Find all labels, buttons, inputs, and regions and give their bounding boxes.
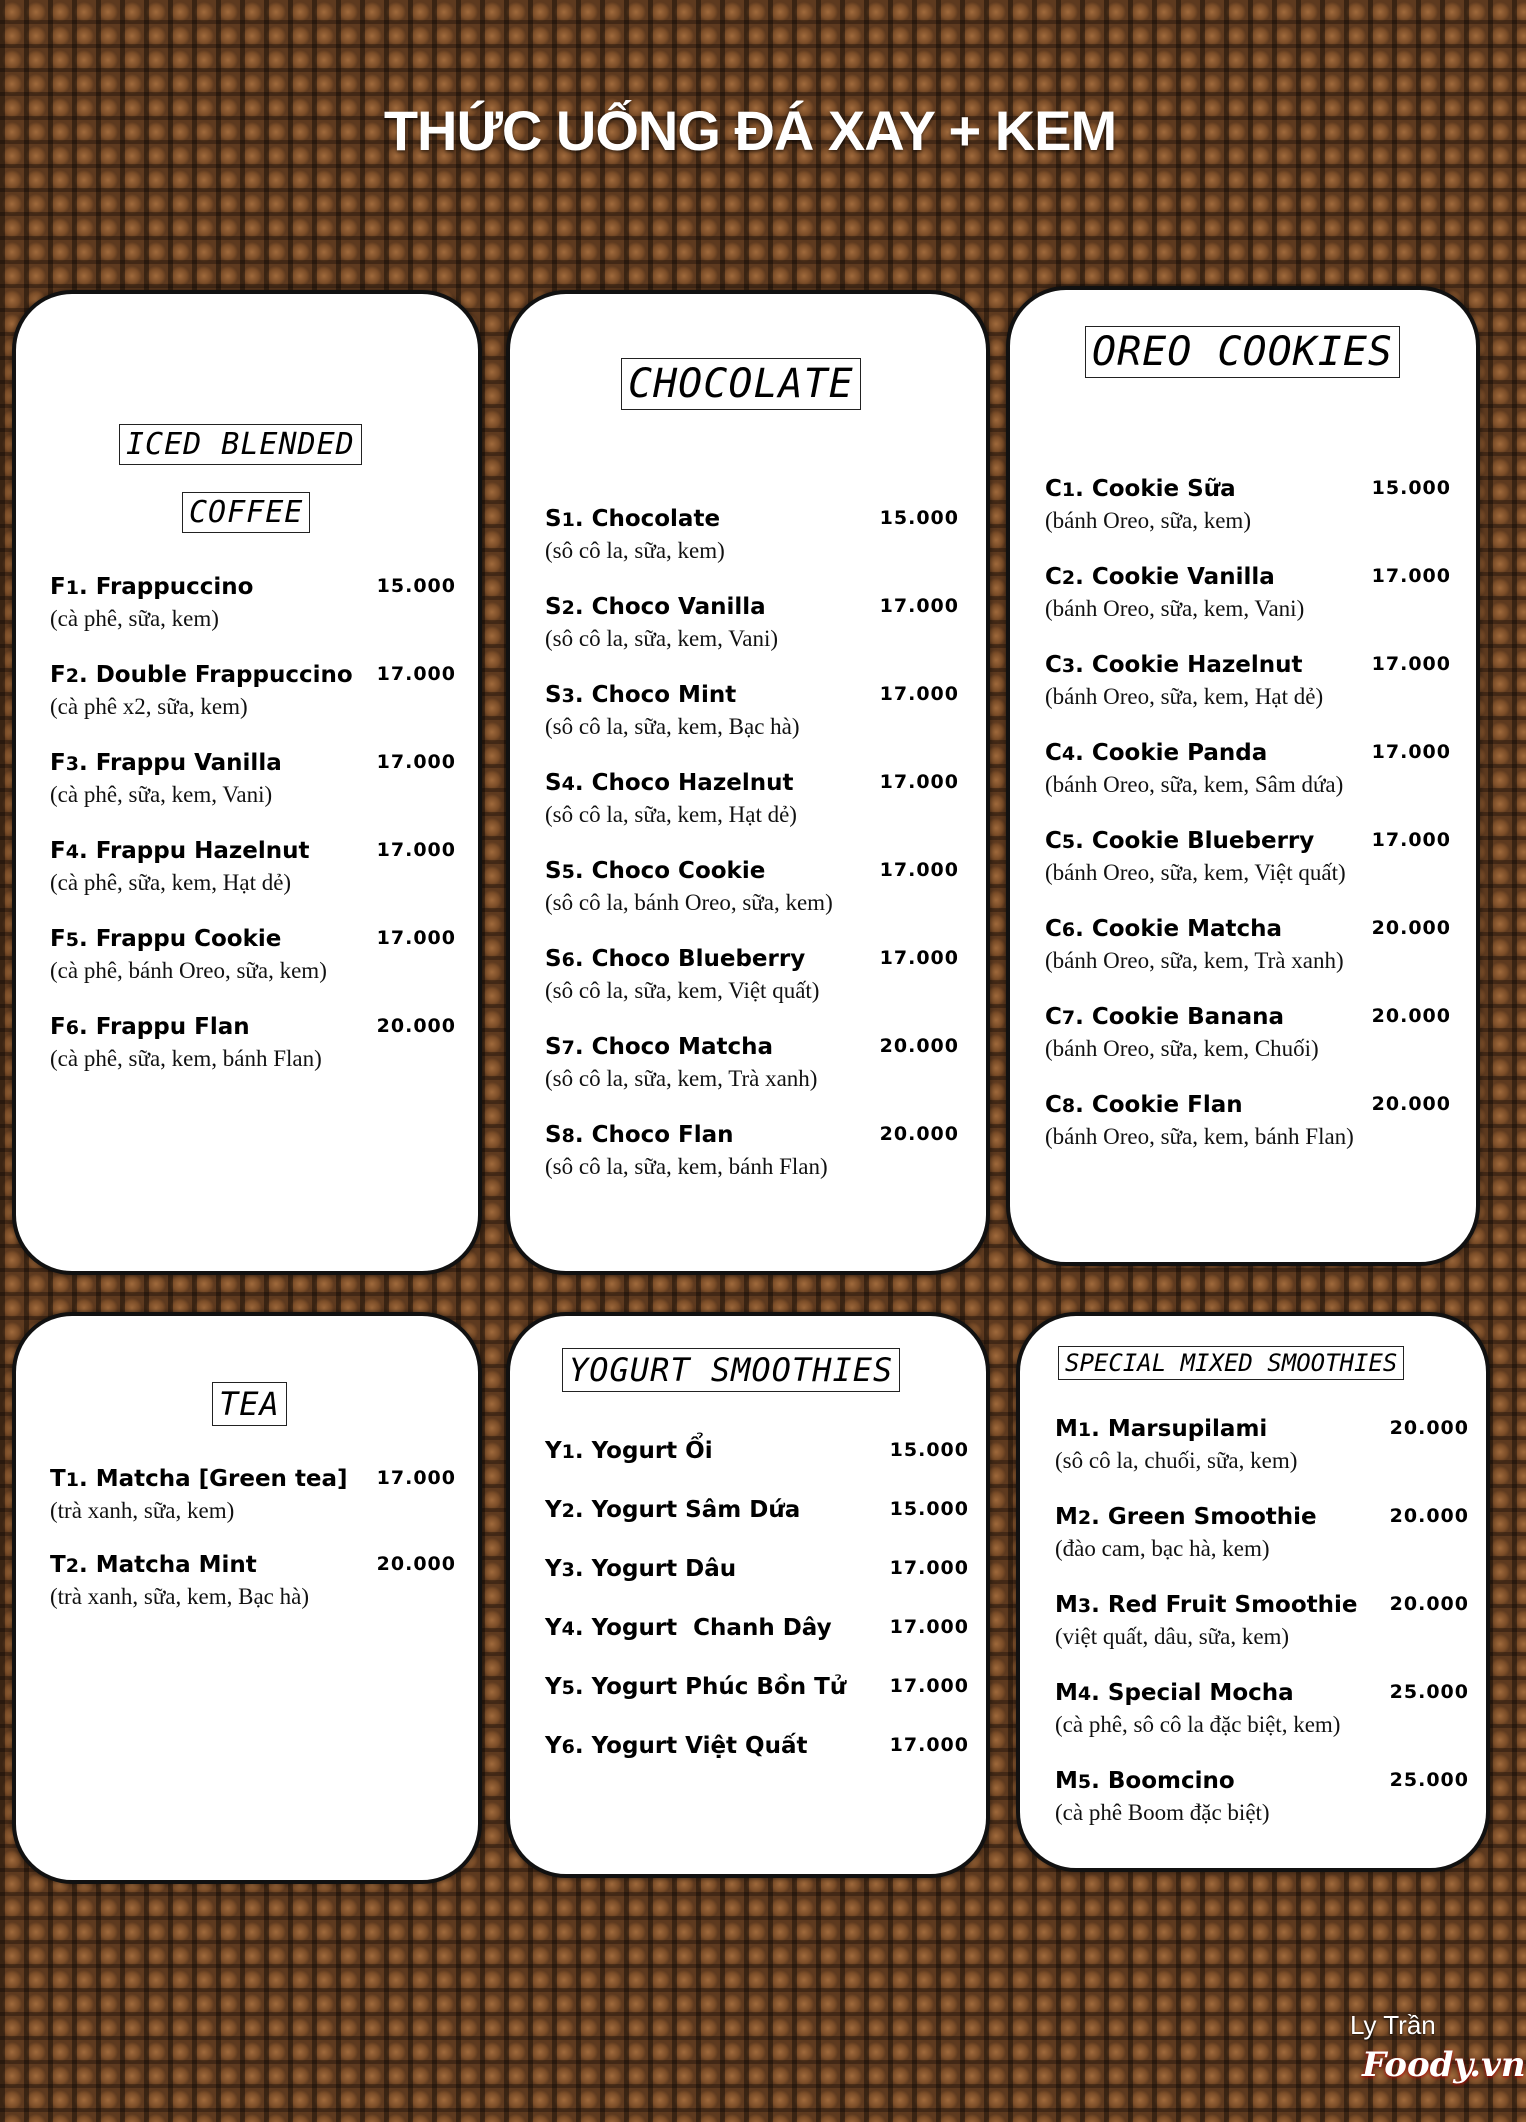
menu-item-name: Cookie Vanilla [1091,564,1275,590]
menu-item-name: Cookie Panda [1091,740,1268,766]
menu-item-description: (bánh Oreo, sữa, kem, bánh Flan) [1045,1124,1354,1149]
menu-item-name: Choco Hazelnut [591,770,794,796]
menu-item [1055,1592,1469,1680]
menu-item-name-row: Y1. Yogurt Ổi 15.000 [545,1438,969,1464]
menu-item [1045,1004,1451,1092]
menu-item-code: C [1045,916,1062,942]
menu-item-description: (trà xanh, sữa, kem, Bạc hà) [50,1584,309,1609]
menu-item-description: (sô cô la, sữa, kem, Vani) [545,626,779,651]
menu-item-code-number: 5 [1061,831,1076,853]
menu-item-code-number: 1 [1077,1419,1092,1441]
menu-item-name: Cookie Banana [1091,1004,1284,1030]
section-card-special [1016,1312,1490,1872]
menu-item-description: (sô cô la, sữa, kem, Trà xanh) [545,1066,818,1091]
menu-item-name: Matcha [Green tea] [95,1466,348,1492]
section-heading: TEA [212,1382,287,1426]
menu-item-price: 15.000 [889,1498,969,1520]
menu-item-code-number: 4 [561,1618,575,1640]
menu-item-name: Frappu Vanilla [95,750,282,776]
menu-item-description: (cà phê, sô cô la đặc biệt, kem) [1055,1712,1341,1737]
menu-item-code: S [545,1122,562,1148]
menu-item-description: (cà phê Boom đặc biệt) [1055,1800,1270,1825]
section-heading: CHOCOLATE [621,358,861,410]
menu-item [1055,1768,1469,1856]
menu-item-code-number: 2 [1061,567,1076,589]
menu-item-price: 25.000 [1389,1769,1469,1791]
menu-item-name-row: S5. Choco Cookie 17.000 [545,858,959,884]
menu-item-name-row: Y4. Yogurt Chanh Dây 17.000 [545,1615,969,1641]
menu-item-code: S [545,858,562,884]
menu-item-name-row: F2. Double Frappuccino 17.000 [50,662,456,688]
menu-item-name: Frappuccino [95,574,254,600]
menu-item [545,946,959,1034]
menu-item [50,1466,456,1552]
menu-item-description: (cà phê, sữa, kem, Vani) [50,782,273,807]
menu-item-description: (bánh Oreo, sữa, kem, Sâm dứa) [1045,772,1344,797]
menu-item-description: (bánh Oreo, sữa, kem, Chuối) [1045,1036,1319,1061]
menu-item-price: 20.000 [1389,1505,1469,1527]
menu-item-code-number: 7 [1061,1007,1076,1029]
menu-item-code-number: 1 [65,577,79,599]
menu-item-code: Y [545,1556,562,1582]
menu-item-code-number: 3 [561,685,575,707]
section-card-chocolate [506,290,990,1275]
menu-item-code: S [545,506,562,532]
menu-item-code: F [50,926,66,952]
menu-item-price: 15.000 [889,1439,969,1461]
menu-item-code-number: 5 [561,861,575,883]
menu-item-code-number: 6 [65,1017,79,1039]
menu-item-description: (trà xanh, sữa, kem) [50,1498,235,1523]
menu-item-code: F [50,574,66,600]
menu-item-name-row: M2. Green Smoothie 20.000 [1055,1504,1469,1530]
menu-item-description: (sô cô la, chuối, sữa, kem) [1055,1448,1298,1473]
menu-item-code: F [50,750,66,776]
menu-item-description: (cà phê, sữa, kem) [50,606,219,631]
menu-item-code-number: 7 [561,1037,575,1059]
menu-item [545,858,959,946]
menu-item-code: M [1055,1680,1078,1706]
menu-item-price: 17.000 [889,1734,969,1756]
menu-item-code: Y [545,1615,562,1641]
menu-item-code: C [1045,564,1062,590]
menu-item-name-row: C2. Cookie Vanilla 17.000 [1045,564,1451,590]
menu-item [1045,1092,1451,1180]
menu-item-code-number: 4 [1061,743,1076,765]
menu-item-name: Frappu Cookie [95,926,282,952]
menu-item [1045,652,1451,740]
menu-item-price: 17.000 [1371,565,1451,587]
menu-item-name: Yogurt Dâu [591,1556,737,1582]
menu-item-price: 17.000 [376,839,456,861]
menu-item-name-row: C7. Cookie Banana 20.000 [1045,1004,1451,1030]
menu-item-code-number: 1 [1061,479,1076,501]
menu-title: THỨC UỐNG ĐÁ XAY + KEM [383,99,1117,162]
menu-item-name-row: F5. Frappu Cookie 17.000 [50,926,456,952]
menu-item-name: Frappu Hazelnut [95,838,310,864]
menu-item-code-number: 4 [65,841,79,863]
menu-item-name-row: F6. Frappu Flan 20.000 [50,1014,456,1040]
menu-item-name-row: C1. Cookie Sữa 15.000 [1045,476,1451,502]
menu-item-code: F [50,662,66,688]
menu-item-name-row: F1. Frappuccino 15.000 [50,574,456,600]
menu-item-name-row: T1. Matcha [Green tea] 17.000 [50,1466,456,1492]
menu-item-name-row: M3. Red Fruit Smoothie 20.000 [1055,1592,1469,1618]
menu-item-description: (bánh Oreo, sữa, kem, Hạt dẻ) [1045,684,1324,709]
menu-item-code: T [50,1552,66,1578]
menu-item-code-number: 4 [1077,1683,1092,1705]
menu-item-name: Matcha Mint [95,1552,257,1578]
section-heading: YOGURT SMOOTHIES [562,1348,900,1392]
menu-item-description: (sô cô la, sữa, kem, Hạt dẻ) [545,802,797,827]
menu-item [545,1615,969,1674]
menu-item [1045,564,1451,652]
menu-item [1045,476,1451,564]
menu-item-price: 20.000 [1389,1593,1469,1615]
menu-item-name-row: Y2. Yogurt Sâm Dứa 15.000 [545,1497,969,1523]
menu-item-code: M [1055,1592,1078,1618]
menu-item-price: 17.000 [376,663,456,685]
menu-item-description: (sô cô la, sữa, kem) [545,538,725,563]
menu-item-name: Choco Flan [591,1122,734,1148]
menu-item-name: Double Frappuccino [95,662,353,688]
menu-item [1055,1504,1469,1592]
menu-item-price: 15.000 [879,507,959,529]
menu-item-code: C [1045,1004,1062,1030]
menu-item-code-number: 1 [65,1469,79,1491]
menu-item-code: M [1055,1504,1078,1530]
section-heading: COFFEE [182,492,310,533]
menu-item-code-number: 2 [561,597,575,619]
menu-item [50,662,456,750]
menu-item-code-number: 8 [561,1125,575,1147]
menu-item-code-number: 8 [1061,1095,1076,1117]
menu-item-code: C [1045,1092,1062,1118]
menu-item-name-row: Y6. Yogurt Việt Quất 17.000 [545,1733,969,1759]
menu-item-name: Red Fruit Smoothie [1107,1592,1358,1618]
section-card-yogurt [506,1312,990,1878]
menu-item-name-row: F3. Frappu Vanilla 17.000 [50,750,456,776]
menu-item-code: C [1045,652,1062,678]
menu-item-name-row: T2. Matcha Mint 20.000 [50,1552,456,1578]
menu-item-price: 17.000 [879,595,959,617]
menu-item-name-row: F4. Frappu Hazelnut 17.000 [50,838,456,864]
menu-item-name: Choco Mint [591,682,737,708]
menu-item-price: 17.000 [1371,829,1451,851]
menu-item-code: S [545,946,562,972]
menu-item [545,1733,969,1792]
menu-item [545,1438,969,1497]
menu-item-code-number: 6 [561,949,575,971]
menu-item [50,838,456,926]
menu-item-code-number: 1 [561,509,575,531]
menu-item-name-row: M4. Special Mocha 25.000 [1055,1680,1469,1706]
menu-item-price: 17.000 [879,771,959,793]
menu-item-name-row: S6. Choco Blueberry 17.000 [545,946,959,972]
menu-item-name-row: M5. Boomcino 25.000 [1055,1768,1469,1794]
menu-item-price: 17.000 [879,859,959,881]
menu-item-name: Boomcino [1107,1768,1235,1794]
menu-item-name-row: S4. Choco Hazelnut 17.000 [545,770,959,796]
section-card-coffee [12,290,482,1275]
menu-item-description: (bánh Oreo, sữa, kem, Việt quất) [1045,860,1346,885]
menu-item-code-number: 5 [561,1677,575,1699]
menu-item-price: 20.000 [1371,917,1451,939]
menu-item-price: 17.000 [889,1616,969,1638]
menu-item-code-number: 2 [65,1555,79,1577]
menu-item-code-number: 1 [561,1441,575,1463]
menu-item-code-number: 5 [65,929,79,951]
menu-item-price: 17.000 [879,683,959,705]
menu-item-name: Yogurt Phúc Bồn Tử [591,1674,847,1700]
menu-item-price: 17.000 [376,1467,456,1489]
menu-item-price: 17.000 [376,751,456,773]
menu-item-name: Yogurt Chanh Dây [591,1615,832,1641]
menu-item-code-number: 6 [1061,919,1076,941]
menu-item-price: 17.000 [889,1675,969,1697]
menu-item-price: 17.000 [1371,741,1451,763]
menu-item-price: 25.000 [1389,1681,1469,1703]
menu-item-name: Yogurt Việt Quất [591,1733,808,1759]
menu-item-name: Yogurt Sâm Dứa [591,1497,801,1523]
menu-item-description: (sô cô la, bánh Oreo, sữa, kem) [545,890,833,915]
menu-item-code: M [1055,1768,1078,1794]
menu-item-price: 20.000 [879,1123,959,1145]
menu-item-description: (sô cô la, sữa, kem, Bạc hà) [545,714,800,739]
menu-item-name: Yogurt Ổi [591,1438,713,1464]
menu-item-code-number: 6 [561,1736,575,1758]
menu-item [1055,1416,1469,1504]
menu-item-name-row: S2. Choco Vanilla 17.000 [545,594,959,620]
menu-item-code: S [545,594,562,620]
menu-item-price: 15.000 [376,575,456,597]
menu-item [545,1674,969,1733]
menu-item [1055,1680,1469,1768]
menu-item-name: Choco Vanilla [591,594,766,620]
menu-item-name-row: C3. Cookie Hazelnut 17.000 [1045,652,1451,678]
menu-item-name-row: C5. Cookie Blueberry 17.000 [1045,828,1451,854]
menu-item-name: Choco Matcha [591,1034,773,1060]
menu-item-code: C [1045,828,1062,854]
menu-item-code: T [50,1466,66,1492]
menu-item-description: (bánh Oreo, sữa, kem, Trà xanh) [1045,948,1344,973]
menu-item [545,1034,959,1122]
menu-item-name: Choco Blueberry [591,946,806,972]
menu-item-name: Chocolate [591,506,721,532]
menu-item-code: C [1045,476,1062,502]
menu-item-name-row: S3. Choco Mint 17.000 [545,682,959,708]
menu-item-description: (đào cam, bạc hà, kem) [1055,1536,1270,1561]
menu-item-description: (việt quất, dâu, sữa, kem) [1055,1624,1290,1649]
menu-item-price: 17.000 [879,947,959,969]
menu-item-code: Y [545,1438,562,1464]
menu-item-name-row: C6. Cookie Matcha 20.000 [1045,916,1451,942]
menu-item [50,750,456,838]
section-heading: SPECIAL MIXED SMOOTHIES [1058,1346,1404,1380]
menu-item [545,594,959,682]
section-heading: OREO COOKIES [1085,326,1400,378]
menu-item [50,1014,456,1102]
menu-item-code: F [50,1014,66,1040]
menu-item-price: 20.000 [1371,1005,1451,1027]
section-heading: ICED BLENDED [119,424,362,465]
menu-item-code-number: 4 [561,773,575,795]
menu-item-name-row: C8. Cookie Flan 20.000 [1045,1092,1451,1118]
menu-item-name-row: Y3. Yogurt Dâu 17.000 [545,1556,969,1582]
menu-item-code-number: 3 [1077,1595,1092,1617]
menu-item-code: Y [545,1733,562,1759]
menu-item [545,1497,969,1556]
menu-item-name: Cookie Matcha [1091,916,1283,942]
menu-item-name-row: S8. Choco Flan 20.000 [545,1122,959,1148]
menu-item-price: 20.000 [376,1015,456,1037]
menu-item-description: (cà phê, sữa, kem, Hạt dẻ) [50,870,292,895]
menu-item [50,574,456,662]
menu-item [545,770,959,858]
menu-item-code-number: 3 [561,1559,575,1581]
menu-item-description: (cà phê, bánh Oreo, sữa, kem) [50,958,327,983]
menu-item-price: 17.000 [889,1557,969,1579]
menu-item [1045,916,1451,1004]
menu-item-code-number: 2 [561,1500,575,1522]
menu-item-name: Cookie Flan [1091,1092,1243,1118]
menu-item-description: (sô cô la, sữa, kem, Việt quất) [545,978,820,1003]
menu-item-name-row: M1. Marsupilami 20.000 [1055,1416,1469,1442]
menu-item-name-row: C4. Cookie Panda 17.000 [1045,740,1451,766]
menu-item-name-row: S1. Chocolate 15.000 [545,506,959,532]
menu-item-name: Special Mocha [1107,1680,1294,1706]
menu-item-code: Y [545,1497,562,1523]
menu-item-price: 15.000 [1371,477,1451,499]
menu-item-name: Marsupilami [1107,1416,1268,1442]
menu-item-code-number: 3 [1061,655,1076,677]
menu-item-name: Cookie Blueberry [1091,828,1315,854]
menu-item-name: Green Smoothie [1107,1504,1317,1530]
menu-item [50,926,456,1014]
menu-item-price: 17.000 [376,927,456,949]
menu-item-code: C [1045,740,1062,766]
menu-item-price: 20.000 [376,1553,456,1575]
menu-item-code: F [50,838,66,864]
menu-item-code-number: 2 [1077,1507,1092,1529]
menu-item-description: (bánh Oreo, sữa, kem) [1045,508,1251,533]
menu-item-name-row: Y5. Yogurt Phúc Bồn Tử 17.000 [545,1674,969,1700]
menu-item-name: Cookie Hazelnut [1091,652,1303,678]
menu-item-code: Y [545,1674,562,1700]
menu-item-name: Frappu Flan [95,1014,250,1040]
menu-item-price: 20.000 [879,1035,959,1057]
menu-item [545,1556,969,1615]
menu-item [1045,740,1451,828]
menu-item-name: Cookie Sữa [1091,476,1236,502]
menu-item-price: 17.000 [1371,653,1451,675]
menu-item [50,1552,456,1638]
menu-item-price: 20.000 [1389,1417,1469,1439]
menu-item-code-number: 2 [65,665,79,687]
photo-credit: Ly Trần [1350,2010,1436,2040]
menu-item-code-number: 3 [65,753,79,775]
menu-item [545,682,959,770]
menu-item-code: S [545,1034,562,1060]
menu-item-description: (cà phê, sữa, kem, bánh Flan) [50,1046,322,1071]
menu-item [545,1122,959,1210]
menu-item-description: (cà phê x2, sữa, kem) [50,694,248,719]
menu-item-name-row: S7. Choco Matcha 20.000 [545,1034,959,1060]
menu-item-code: S [545,770,562,796]
menu-item-price: 20.000 [1371,1093,1451,1115]
menu-item-code-number: 5 [1077,1771,1092,1793]
menu-item [545,506,959,594]
menu-item-description: (bánh Oreo, sữa, kem, Vani) [1045,596,1305,621]
menu-item [1045,828,1451,916]
menu-item-code: M [1055,1416,1078,1442]
section-card-oreo [1006,286,1480,1266]
section-card-tea [12,1312,482,1884]
menu-item-name: Choco Cookie [591,858,766,884]
brand-watermark: Foody.vn [1362,2045,1526,2085]
menu-item-code: S [545,682,562,708]
menu-item-description: (sô cô la, sữa, kem, bánh Flan) [545,1154,828,1179]
